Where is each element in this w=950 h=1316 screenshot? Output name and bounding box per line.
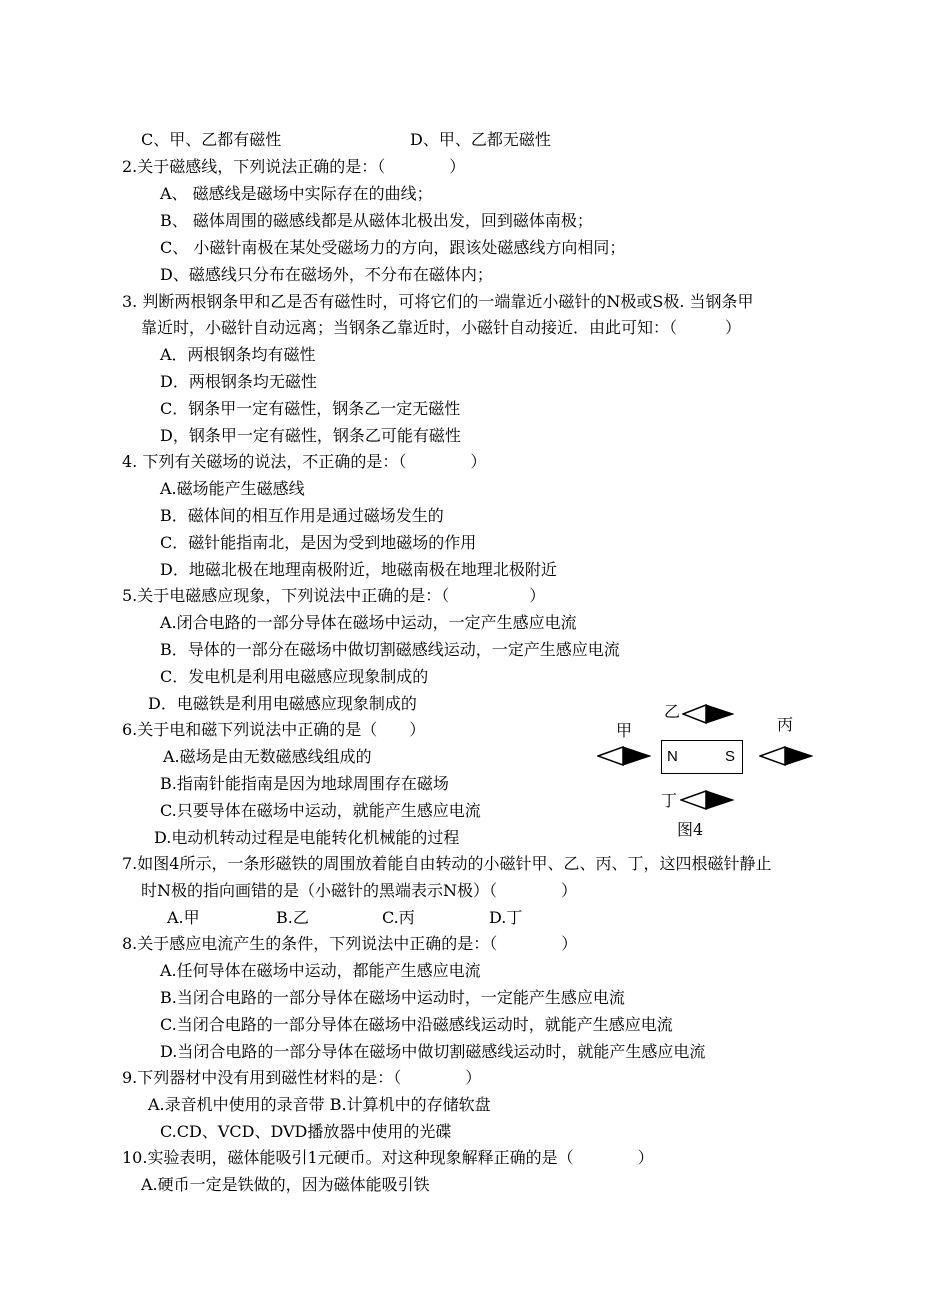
q8-option-b: B.当闭合电路的一部分导体在磁场中运动时，一定能产生感应电流	[160, 988, 625, 1007]
q9-option-ab: A.录音机中使用的录音带 B.计算机中的存储软盘	[148, 1095, 491, 1114]
q3-option-c: C．钢条甲一定有磁性，钢条乙一定无磁性	[160, 399, 461, 418]
q6-option-a: A.磁场是由无数磁感线组成的	[163, 747, 372, 766]
q5-option-a: A.闭合电路的一部分导体在磁场中运动，一定产生感应电流	[160, 613, 577, 632]
q7-option-b: B.乙	[276, 908, 309, 927]
q5-option-c: C．发电机是利用电磁感应现象制成的	[160, 667, 429, 686]
needle-label-ding: 丁	[661, 791, 678, 810]
figure-caption: 图4	[677, 820, 704, 839]
q7-option-a: A.甲	[167, 908, 200, 927]
q3-option-d: D，钢条甲一定有磁性，钢条乙可能有磁性	[160, 426, 461, 445]
q3-stem-line1: 3. 判断两根钢条甲和乙是否有磁性时，可将它们的一端靠近小磁针的N极或S极. 当钢条甲	[122, 292, 754, 311]
q2-option-d: D、磁感线只分布在磁场外，不分布在磁体内；	[160, 265, 493, 284]
q8-option-d: D.当闭合电路的一部分导体在磁场中做切割磁感线运动时，就能产生感应电流	[160, 1042, 706, 1061]
q9-option-c: C.CD、VCD、DVD播放器中使用的光碟	[160, 1122, 452, 1141]
q1-option-c: C、甲、乙都有磁性	[141, 130, 282, 149]
q8-option-c: C.当闭合电路的一部分导体在磁场中沿磁感线运动时，就能产生感应电流	[160, 1015, 673, 1034]
q7-stem-line1: 7.如图4所示，一条形磁铁的周围放着能自由转动的小磁针甲、乙、丙、丁，这四根磁针静止	[122, 854, 772, 873]
needle-label-jia: 甲	[616, 721, 633, 740]
needle-jia	[597, 746, 651, 766]
q2-option-c: C、 小磁针南极在某处受磁场力的方向，跟该处磁感线方向相同；	[160, 238, 626, 257]
q3-option-a: A．两根钢条均有磁性	[160, 345, 316, 364]
needle-yi	[682, 704, 734, 724]
needle-bing	[759, 746, 813, 766]
q7-stem-line2: 时N极的指向画错的是（小磁针的黑端表示N极）（ ）	[141, 881, 578, 900]
needle-ding	[680, 790, 734, 810]
q5-stem: 5.关于电磁感应现象，下列说法中正确的是：（ ）	[122, 586, 546, 605]
q8-option-a: A.任何导体在磁场中运动，都能产生感应电流	[160, 961, 481, 980]
figure-4	[592, 700, 822, 850]
q4-stem: 4. 下列有关磁场的说法，不正确的是：（ ）	[122, 452, 487, 471]
q2-option-b: B、 磁体周围的磁感线都是从磁体北极出发，回到磁体南极；	[160, 211, 593, 230]
q1-option-d: D、甲、乙都无磁性	[410, 130, 551, 149]
q5-option-d: D．电磁铁是利用电磁感应现象制成的	[148, 694, 417, 713]
needle-label-bing: 丙	[777, 715, 794, 734]
q10-option-a: A.硬币一定是铁做的，因为磁体能吸引铁	[141, 1175, 430, 1194]
q6-option-c: C.只要导体在磁场中运动，就能产生感应电流	[160, 801, 481, 820]
q4-option-b: B．磁体间的相互作用是通过磁场发生的	[160, 506, 444, 525]
needle-label-yi: 乙	[664, 702, 681, 721]
q4-option-d: D．地磁北极在地理南极附近，地磁南极在地理北极附近	[160, 560, 557, 579]
q10-stem: 10.实验表明，磁体能吸引1元硬币。对这种现象解释正确的是（ ）	[122, 1148, 654, 1167]
bar-magnet	[661, 740, 743, 774]
magnet-s-pole: S	[725, 748, 736, 765]
q4-option-a: A.磁场能产生磁感线	[160, 479, 305, 498]
q4-option-c: C．磁针能指南北，是因为受到地磁场的作用	[160, 533, 477, 552]
q3-option-b: D．两根钢条均无磁性	[160, 372, 317, 391]
q9-stem: 9.下列器材中没有用到磁性材料的是：（ ）	[122, 1068, 482, 1087]
q6-option-d: D.电动机转动过程是电能转化机械能的过程	[154, 828, 460, 847]
q2-stem: 2.关于磁感线，下列说法正确的是：（ ）	[122, 157, 466, 176]
q8-stem: 8.关于感应电流产生的条件，下列说法中正确的是：（ ）	[122, 934, 578, 953]
q3-stem-line2: 靠近时，小磁针自动远离；当钢条乙靠近时，小磁针自动接近．由此可知：（ ）	[141, 318, 742, 337]
magnet-n-pole: N	[667, 748, 678, 765]
q5-option-b: B．导体的一部分在磁场中做切割磁感线运动，一定产生感应电流	[160, 640, 620, 659]
q6-stem: 6.关于电和磁下列说法中正确的是（ ）	[122, 720, 426, 739]
q7-option-c: C.丙	[382, 908, 415, 927]
q6-option-b: B.指南针能指南是因为地球周围存在磁场	[160, 774, 449, 793]
q7-option-d: D.丁	[489, 908, 523, 927]
q2-option-a: A、 磁感线是磁场中实际存在的曲线；	[160, 184, 433, 203]
